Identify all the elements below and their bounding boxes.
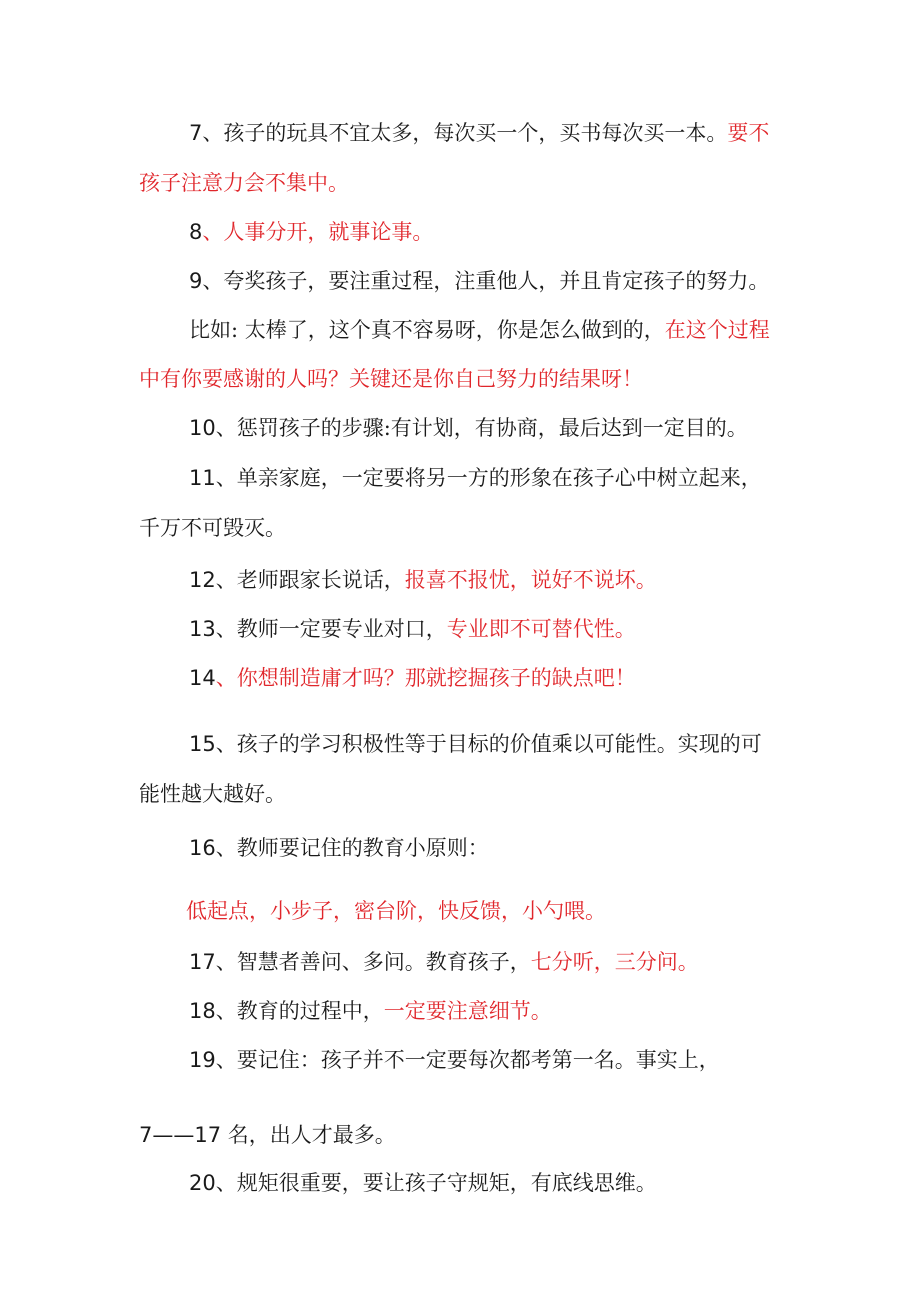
item-highlight: 七分听，三分问。 bbox=[530, 950, 699, 974]
item-text: 、教育的过程中， bbox=[215, 999, 384, 1023]
item-9-example-continuation bbox=[139, 364, 643, 394]
item-separator: 、 bbox=[215, 666, 237, 690]
item-highlight: 你想制造庸才吗？那就挖掘孩子的缺点吧！ bbox=[236, 666, 636, 690]
item-text: 、孩子的学习积极性等于目标的价值乘以可能性。实现的可 bbox=[215, 732, 762, 756]
item-14 bbox=[189, 663, 636, 693]
item-highlight: 一定要注意细节。 bbox=[383, 999, 552, 1023]
item-12 bbox=[189, 565, 657, 595]
item-16-principles bbox=[186, 896, 606, 926]
item-highlight: 在这个过程 bbox=[664, 318, 770, 342]
item-13 bbox=[189, 614, 636, 644]
item-highlight: 人事分开，就事论事。 bbox=[223, 220, 434, 244]
item-8 bbox=[189, 217, 433, 247]
item-text: 、教师要记住的教育小原则： bbox=[215, 836, 489, 860]
item-highlight: 低起点，小步子，密台阶，快反馈，小勺喂。 bbox=[186, 899, 606, 923]
item-highlight: 中有你要感谢的人吗？关键还是你自己努力的结果呀！ bbox=[139, 367, 643, 391]
item-number: 14 bbox=[189, 666, 216, 690]
item-text: 千万不可毁灭。 bbox=[139, 516, 286, 540]
item-number: 12 bbox=[189, 568, 216, 592]
item-text: 比如: 太棒了，这个真不容易呀，你是怎么做到的， bbox=[189, 318, 665, 342]
item-number: 20 bbox=[189, 1171, 216, 1195]
item-highlight: 要不 bbox=[727, 121, 770, 145]
item-7-continuation bbox=[139, 168, 349, 198]
item-7 bbox=[189, 118, 769, 148]
item-number: 7 bbox=[189, 121, 203, 145]
item-11 bbox=[189, 463, 762, 493]
item-number: 10 bbox=[189, 416, 216, 440]
item-19 bbox=[189, 1045, 720, 1075]
item-11-continuation bbox=[139, 513, 286, 543]
item-text: 、夸奖孩子，要注重过程，注重他人，并且肯定孩子的努力。 bbox=[202, 269, 770, 293]
item-15-continuation bbox=[139, 779, 286, 809]
item-number: 16 bbox=[189, 836, 216, 860]
item-18 bbox=[189, 996, 552, 1026]
item-text: 、智慧者善问、多问。教育孩子， bbox=[215, 950, 531, 974]
item-text: 、教师一定要专业对口， bbox=[215, 617, 447, 641]
item-text: 、规矩很重要，要让孩子守规矩，有底线思维。 bbox=[215, 1171, 657, 1195]
item-text: 、孩子的玩具不宜太多，每次买一个，买书每次买一本。 bbox=[202, 121, 728, 145]
item-separator: 、 bbox=[202, 220, 224, 244]
item-number: 18 bbox=[189, 999, 216, 1023]
item-9 bbox=[189, 266, 769, 296]
item-number: 13 bbox=[189, 617, 216, 641]
item-text: 、老师跟家长说话， bbox=[215, 568, 405, 592]
item-text: 、要记住：孩子并不一定要每次都考第一名。事实上， bbox=[215, 1048, 720, 1072]
item-highlight: 专业即不可替代性。 bbox=[446, 617, 636, 641]
item-number: 9 bbox=[189, 269, 203, 293]
item-number: 19 bbox=[189, 1048, 216, 1072]
item-16 bbox=[189, 833, 489, 863]
item-20 bbox=[189, 1168, 657, 1198]
item-highlight: 报喜不报忧，说好不说坏。 bbox=[404, 568, 657, 592]
item-17 bbox=[189, 947, 699, 977]
item-19-continuation bbox=[139, 1120, 396, 1150]
item-text: 、单亲家庭，一定要将另一方的形象在孩子心中树立起来， bbox=[215, 466, 762, 490]
item-9-example bbox=[189, 315, 770, 345]
item-number: 7——17 bbox=[139, 1123, 222, 1147]
item-highlight: 孩子注意力会不集中。 bbox=[139, 171, 349, 195]
item-10 bbox=[189, 413, 748, 443]
item-text: 、惩罚孩子的步骤:有计划，有协商，最后达到一定目的。 bbox=[215, 416, 748, 440]
item-15 bbox=[189, 729, 762, 759]
item-number: 17 bbox=[189, 950, 216, 974]
item-text: 名，出人才最多。 bbox=[221, 1123, 396, 1147]
item-number: 15 bbox=[189, 732, 216, 756]
item-number: 11 bbox=[189, 466, 216, 490]
item-text: 能性越大越好。 bbox=[139, 782, 286, 806]
item-number: 8 bbox=[189, 220, 203, 244]
